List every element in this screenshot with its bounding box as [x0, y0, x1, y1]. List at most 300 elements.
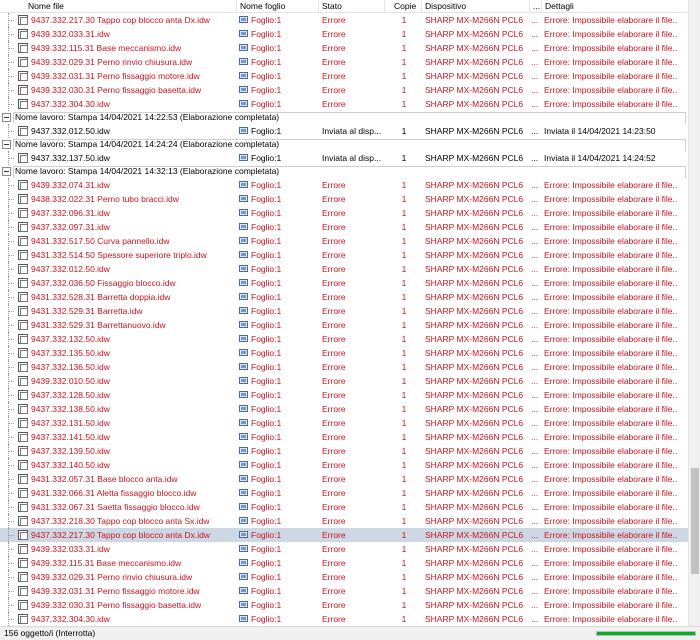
column-header [0, 0, 688, 13]
more-indicator: ... [531, 530, 539, 540]
job-row[interactable] [0, 472, 688, 486]
file-name: 9437.332.137.50.idw [31, 153, 110, 163]
copies-count: 1 [401, 446, 407, 456]
copies-count: 1 [401, 320, 407, 330]
sheet-cell [239, 55, 317, 69]
job-details: Errore: Impossibile elaborare il file.. [544, 432, 678, 442]
more-indicator: ... [531, 488, 539, 498]
job-state: Errore [322, 376, 346, 386]
collapse-toggle-icon[interactable] [2, 113, 11, 122]
tree-line [0, 234, 14, 248]
more-indicator: ... [531, 320, 539, 330]
copies-count: 1 [401, 600, 407, 610]
job-details: Errore: Impossibile elaborare il file.. [544, 530, 678, 540]
sheet-icon [239, 86, 248, 93]
job-row[interactable] [0, 570, 688, 584]
tree-line [0, 500, 14, 514]
job-details: Errore: Impossibile elaborare il file.. [544, 390, 678, 400]
job-state: Errore [322, 558, 346, 568]
sheet-name: Foglio:1 [251, 390, 282, 400]
column-sheet-name[interactable]: Nome foglio [240, 1, 286, 11]
job-state: Errore [322, 614, 346, 624]
sheet-cell [239, 41, 317, 55]
drawing-file-icon [16, 151, 28, 165]
job-row[interactable] [0, 542, 688, 556]
column-copies[interactable]: Copie [394, 1, 417, 11]
job-row[interactable] [0, 234, 688, 248]
drawing-file-icon [16, 570, 28, 584]
job-details: Inviata il 14/04/2021 14:24:52 [544, 153, 656, 163]
tree-line [0, 192, 14, 206]
drawing-file-icon [16, 206, 28, 220]
job-row[interactable] [0, 13, 688, 27]
file-name: 9439.332.115.31 Base meccanismo.idw [31, 558, 182, 568]
drawing-file-icon [16, 262, 28, 276]
job-details: Errore: Impossibile elaborare il file.. [544, 614, 678, 624]
job-state: Errore [322, 180, 346, 190]
job-row[interactable] [0, 402, 688, 416]
copies-count: 1 [401, 194, 407, 204]
copies-count: 1 [401, 502, 407, 512]
more-indicator: ... [531, 250, 539, 260]
drawing-file-icon [16, 124, 28, 138]
job-row[interactable] [0, 151, 688, 165]
copies-count: 1 [401, 153, 407, 163]
file-name: 9439.332.029.31 Perno rinvio chiusura.idw [31, 572, 193, 582]
device-name: SHARP MX-M266N PCL6 [425, 614, 524, 624]
more-indicator: ... [531, 222, 539, 232]
column-state[interactable]: Stato [322, 1, 342, 11]
tree-line [0, 124, 14, 138]
job-state: Errore [322, 446, 346, 456]
file-name: 9437.332.132.50.idw [31, 334, 110, 344]
scrollbar-thumb[interactable] [691, 468, 699, 574]
sheet-icon [239, 517, 248, 524]
device-name: SHARP MX-M266N PCL6 [425, 71, 524, 81]
device-name: SHARP MX-M266N PCL6 [425, 126, 524, 136]
tree-line [0, 55, 14, 69]
progress-fill [597, 632, 695, 635]
sheet-icon [239, 419, 248, 426]
job-state: Errore [322, 544, 346, 554]
sheet-icon [239, 16, 248, 23]
tree-line [0, 430, 14, 444]
copies-count: 1 [401, 488, 407, 498]
copies-count: 1 [401, 15, 407, 25]
job-details: Errore: Impossibile elaborare il file.. [544, 586, 678, 596]
job-row[interactable] [0, 374, 688, 388]
more-indicator: ... [531, 586, 539, 596]
job-details: Errore: Impossibile elaborare il file.. [544, 474, 678, 484]
job-details: Errore: Impossibile elaborare il file.. [544, 348, 678, 358]
more-indicator: ... [531, 460, 539, 470]
device-name: SHARP MX-M266N PCL6 [425, 432, 524, 442]
more-indicator: ... [531, 43, 539, 53]
sheet-name: Foglio:1 [251, 572, 282, 582]
sheet-name: Foglio:1 [251, 558, 282, 568]
job-details: Errore: Impossibile elaborare il file.. [544, 15, 678, 25]
sheet-icon [239, 265, 248, 272]
sheet-cell [239, 444, 317, 458]
job-row[interactable] [0, 346, 688, 360]
copies-count: 1 [401, 516, 407, 526]
job-row[interactable] [0, 598, 688, 612]
sheet-icon [239, 279, 248, 286]
job-state: Errore [322, 334, 346, 344]
sheet-name: Foglio:1 [251, 488, 282, 498]
job-state: Errore [322, 71, 346, 81]
copies-count: 1 [401, 586, 407, 596]
tree-line [0, 374, 14, 388]
copies-count: 1 [401, 404, 407, 414]
sheet-icon [239, 209, 248, 216]
sheet-icon [239, 573, 248, 580]
job-row[interactable] [0, 486, 688, 500]
device-name: SHARP MX-M266N PCL6 [425, 460, 524, 470]
job-row[interactable] [0, 262, 688, 276]
column-file-name[interactable]: Nome file [28, 1, 64, 11]
file-name: 9431.332.528.31 Barretta doppia.idw [31, 292, 171, 302]
sheet-name: Foglio:1 [251, 222, 282, 232]
job-details: Errore: Impossibile elaborare il file.. [544, 180, 678, 190]
column-device[interactable]: Dispositivo [425, 1, 467, 11]
job-details: Errore: Impossibile elaborare il file.. [544, 236, 678, 246]
job-state: Errore [322, 530, 346, 540]
job-state: Inviata al disp... [322, 153, 382, 163]
sheet-name: Foglio:1 [251, 126, 282, 136]
tree-line [0, 486, 14, 500]
more-indicator: ... [531, 71, 539, 81]
more-indicator: ... [531, 446, 539, 456]
job-details: Errore: Impossibile elaborare il file.. [544, 264, 678, 274]
file-name: 9437.332.136.50.idw [31, 362, 110, 372]
sheet-name: Foglio:1 [251, 264, 282, 274]
print-job-list[interactable] [0, 13, 688, 626]
device-name: SHARP MX-M266N PCL6 [425, 320, 524, 330]
job-state: Errore [322, 250, 346, 260]
drawing-file-icon [16, 486, 28, 500]
sheet-cell [239, 346, 317, 360]
sheet-icon [239, 251, 248, 258]
drawing-file-icon [16, 388, 28, 402]
more-indicator: ... [531, 418, 539, 428]
file-name: 9439.332.031.31 Perno fissaggio motore.idw [31, 586, 200, 596]
sheet-icon [239, 100, 248, 107]
device-name: SHARP MX-M266N PCL6 [425, 586, 524, 596]
device-name: SHARP MX-M266N PCL6 [425, 99, 524, 109]
job-row[interactable] [0, 612, 688, 626]
job-row[interactable] [0, 276, 688, 290]
job-row[interactable] [0, 304, 688, 318]
tree-line [0, 584, 14, 598]
job-row[interactable] [0, 416, 688, 430]
sheet-name: Foglio:1 [251, 404, 282, 414]
job-row[interactable] [0, 556, 688, 570]
job-state: Errore [322, 348, 346, 358]
drawing-file-icon [16, 556, 28, 570]
column-more[interactable]: ... [533, 1, 541, 11]
job-row[interactable] [0, 97, 688, 111]
job-row[interactable] [0, 500, 688, 514]
job-group-header[interactable] [0, 165, 688, 178]
job-row[interactable] [0, 83, 688, 97]
column-details[interactable]: Dettagli [545, 1, 574, 11]
file-name: 9431.332.067.31 Saetta fissaggio blocco.idw [31, 502, 200, 512]
file-name: 9437.332.218.30 Tappo cop blocco anta Sx.idw [31, 516, 210, 526]
drawing-file-icon [16, 234, 28, 248]
job-details: Errore: Impossibile elaborare il file.. [544, 460, 678, 470]
sheet-icon [239, 587, 248, 594]
tree-line [0, 83, 14, 97]
sheet-cell [239, 276, 317, 290]
drawing-file-icon [16, 248, 28, 262]
job-state: Errore [322, 488, 346, 498]
tree-line [0, 41, 14, 55]
sheet-icon [239, 72, 248, 79]
file-name: 9431.332.514.50 Spessore superiore triplo.idw [31, 250, 207, 260]
drawing-file-icon [16, 430, 28, 444]
job-details: Errore: Impossibile elaborare il file.. [544, 446, 678, 456]
more-indicator: ... [531, 306, 539, 316]
sheet-cell [239, 69, 317, 83]
file-name: 9437.332.304.30.idw [31, 99, 110, 109]
device-name: SHARP MX-M266N PCL6 [425, 208, 524, 218]
sheet-name: Foglio:1 [251, 57, 282, 67]
tree-line [0, 290, 14, 304]
job-row[interactable] [0, 206, 688, 220]
tree-line [0, 262, 14, 276]
drawing-file-icon [16, 346, 28, 360]
column-divider[interactable] [384, 0, 385, 13]
job-state: Errore [322, 292, 346, 302]
copies-count: 1 [401, 460, 407, 470]
file-name: 9431.332.517.50 Curva pannello.idw [31, 236, 170, 246]
sheet-icon [239, 195, 248, 202]
copies-count: 1 [401, 362, 407, 372]
file-name: 9439.332.030.31 Perno fissaggio basetta.idw [31, 600, 202, 610]
job-row[interactable] [0, 444, 688, 458]
job-state: Errore [322, 460, 346, 470]
sheet-cell [239, 570, 317, 584]
collapse-toggle-icon[interactable] [2, 140, 11, 149]
sheet-icon [239, 293, 248, 300]
device-name: SHARP MX-M266N PCL6 [425, 250, 524, 260]
file-name: 9437.332.304.30.idw [31, 614, 110, 624]
device-name: SHARP MX-M266N PCL6 [425, 390, 524, 400]
sheet-cell [239, 192, 317, 206]
job-details: Errore: Impossibile elaborare il file.. [544, 376, 678, 386]
file-name: 9437.332.131.50.idw [31, 418, 110, 428]
collapse-toggle-icon[interactable] [2, 167, 11, 176]
job-state: Errore [322, 264, 346, 274]
file-name: 9437.332.128.50.idw [31, 390, 110, 400]
job-row[interactable] [0, 124, 688, 138]
sheet-icon [239, 30, 248, 37]
sheet-icon [239, 391, 248, 398]
file-name: 9437.332.140.50.idw [31, 460, 110, 470]
copies-count: 1 [401, 558, 407, 568]
drawing-file-icon [16, 598, 28, 612]
sheet-cell [239, 360, 317, 374]
job-row[interactable] [0, 55, 688, 69]
device-name: SHARP MX-M266N PCL6 [425, 180, 524, 190]
file-name: 9437.332.217.30 Tappo cop blocco anta Dx.idw [31, 15, 210, 25]
file-name: 9437.332.138.50.idw [31, 404, 110, 414]
job-state: Errore [322, 516, 346, 526]
sheet-icon [239, 335, 248, 342]
copies-count: 1 [401, 614, 407, 624]
file-name: 9437.332.217.30 Tappo cop blocco anta Dx.idw [31, 530, 210, 540]
job-details: Errore: Impossibile elaborare il file.. [544, 502, 678, 512]
more-indicator: ... [531, 278, 539, 288]
copies-count: 1 [401, 572, 407, 582]
copies-count: 1 [401, 264, 407, 274]
sheet-cell [239, 458, 317, 472]
device-name: SHARP MX-M266N PCL6 [425, 306, 524, 316]
job-details: Errore: Impossibile elaborare il file.. [544, 43, 678, 53]
tree-line [0, 27, 14, 41]
file-name: 9437.332.139.50.idw [31, 446, 110, 456]
drawing-file-icon [16, 528, 28, 542]
vertical-scrollbar[interactable] [688, 0, 700, 626]
more-indicator: ... [531, 516, 539, 526]
job-row[interactable] [0, 514, 688, 528]
job-state: Errore [322, 85, 346, 95]
job-group-header[interactable] [0, 111, 688, 124]
device-name: SHARP MX-M266N PCL6 [425, 572, 524, 582]
file-name: 9437.332.012.50.idw [31, 264, 110, 274]
tree-line [0, 514, 14, 528]
job-row[interactable] [0, 528, 688, 542]
job-row[interactable] [0, 458, 688, 472]
file-name: 9438.332.022.31 Perno tubo bracci.idw [31, 194, 179, 204]
device-name: SHARP MX-M266N PCL6 [425, 558, 524, 568]
more-indicator: ... [531, 376, 539, 386]
sheet-name: Foglio:1 [251, 474, 282, 484]
job-row[interactable] [0, 290, 688, 304]
job-row[interactable] [0, 192, 688, 206]
more-indicator: ... [531, 126, 539, 136]
tree-line [0, 402, 14, 416]
job-row[interactable] [0, 248, 688, 262]
job-row[interactable] [0, 178, 688, 192]
more-indicator: ... [531, 85, 539, 95]
sheet-name: Foglio:1 [251, 586, 282, 596]
job-row[interactable] [0, 388, 688, 402]
more-indicator: ... [531, 208, 539, 218]
tree-line [0, 304, 14, 318]
job-group-header[interactable] [0, 138, 688, 151]
job-details: Errore: Impossibile elaborare il file.. [544, 29, 678, 39]
job-row[interactable] [0, 430, 688, 444]
job-row[interactable] [0, 318, 688, 332]
status-bar [0, 626, 700, 640]
sheet-icon [239, 433, 248, 440]
file-name: 9437.332.096.31.idw [31, 208, 110, 218]
more-indicator: ... [531, 572, 539, 582]
sheet-name: Foglio:1 [251, 418, 282, 428]
more-indicator: ... [531, 348, 539, 358]
job-state: Errore [322, 418, 346, 428]
more-indicator: ... [531, 390, 539, 400]
sheet-cell [239, 206, 317, 220]
job-row[interactable] [0, 360, 688, 374]
job-row[interactable] [0, 27, 688, 41]
tree-line [0, 206, 14, 220]
sheet-name: Foglio:1 [251, 460, 282, 470]
device-name: SHARP MX-M266N PCL6 [425, 292, 524, 302]
file-name: 9439.332.031.31 Perno fissaggio motore.idw [31, 71, 200, 81]
sheet-cell [239, 151, 317, 165]
sheet-cell [239, 318, 317, 332]
sheet-cell [239, 178, 317, 192]
sheet-name: Foglio:1 [251, 99, 282, 109]
sheet-icon [239, 545, 248, 552]
job-details: Errore: Impossibile elaborare il file.. [544, 306, 678, 316]
sheet-icon [239, 559, 248, 566]
job-state: Errore [322, 404, 346, 414]
sheet-name: Foglio:1 [251, 376, 282, 386]
sheet-icon [239, 321, 248, 328]
sheet-cell [239, 542, 317, 556]
sheet-name: Foglio:1 [251, 320, 282, 330]
drawing-file-icon [16, 416, 28, 430]
more-indicator: ... [531, 264, 539, 274]
tree-line [0, 346, 14, 360]
copies-count: 1 [401, 126, 407, 136]
job-details: Errore: Impossibile elaborare il file.. [544, 488, 678, 498]
more-indicator: ... [531, 292, 539, 302]
sheet-cell [239, 13, 317, 27]
job-row[interactable] [0, 584, 688, 598]
sheet-cell [239, 486, 317, 500]
job-row[interactable] [0, 220, 688, 234]
job-row[interactable] [0, 41, 688, 55]
drawing-file-icon [16, 55, 28, 69]
sheet-name: Foglio:1 [251, 43, 282, 53]
job-row[interactable] [0, 69, 688, 83]
copies-count: 1 [401, 57, 407, 67]
copies-count: 1 [401, 334, 407, 344]
copies-count: 1 [401, 390, 407, 400]
device-name: SHARP MX-M266N PCL6 [425, 43, 524, 53]
sheet-name: Foglio:1 [251, 306, 282, 316]
sheet-cell [239, 612, 317, 626]
device-name: SHARP MX-M266N PCL6 [425, 57, 524, 67]
drawing-file-icon [16, 360, 28, 374]
job-state: Errore [322, 306, 346, 316]
more-indicator: ... [531, 544, 539, 554]
more-indicator: ... [531, 15, 539, 25]
device-name: SHARP MX-M266N PCL6 [425, 15, 524, 25]
sheet-cell [239, 248, 317, 262]
copies-count: 1 [401, 306, 407, 316]
device-name: SHARP MX-M266N PCL6 [425, 278, 524, 288]
job-state: Inviata al disp... [322, 126, 382, 136]
device-name: SHARP MX-M266N PCL6 [425, 222, 524, 232]
drawing-file-icon [16, 97, 28, 111]
sheet-cell [239, 262, 317, 276]
sheet-name: Foglio:1 [251, 530, 282, 540]
sheet-name: Foglio:1 [251, 432, 282, 442]
copies-count: 1 [401, 292, 407, 302]
file-name: 9437.332.135.50.idw [31, 348, 110, 358]
job-state: Errore [322, 474, 346, 484]
sheet-name: Foglio:1 [251, 250, 282, 260]
drawing-file-icon [16, 402, 28, 416]
job-group-title: Nome lavoro: Stampa 14/04/2021 14:22:53 (Elaborazione completata) [15, 112, 280, 122]
job-row[interactable] [0, 332, 688, 346]
